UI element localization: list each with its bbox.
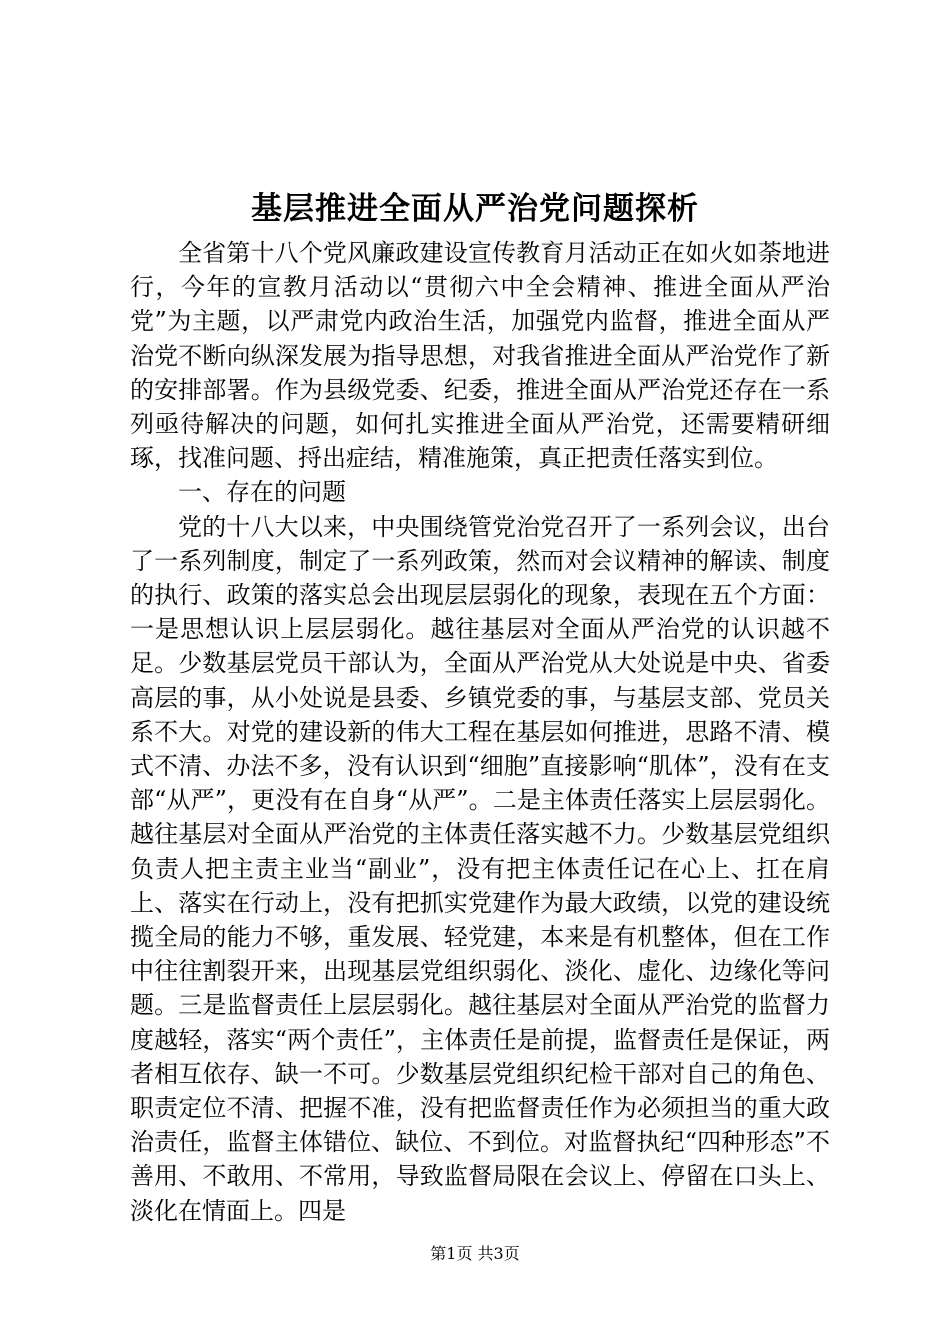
section-heading: 一、存在的问题: [178, 478, 346, 507]
intro-paragraph: 全省第十八个党风廉政建设宣传教育月活动正在如火如荼地进行，今年的宣教月活动以“贯彻六中全会精神、推进全面从严治党”为主题，以严肃党内政治生活，加强党内监督，推进全面从严治党不断向纵深发展为指导思想，对我省推进全面从严治党作了新的安排部署。作为县级党委、纪委，推进全面从严治党还存在一系列亟待解决的问题，如何扎实推进全面从严治党，还需要精研细琢，找准问题、捋出症结，精准施策，真正把责任落实到位。: [130, 239, 830, 473]
document-body: [130, 236, 830, 1228]
document-title: 基层推进全面从严治党问题探析: [251, 191, 699, 227]
problems-paragraph: 党的十八大以来，中央围绕管党治党召开了一系列会议，出台了一系列制度，制定了一系列政策，然而对会议精神的解读、制度的执行、政策的落实总会出现层层弱化的现象，表现在五个方面：一是思想认识上层层弱化。越往基层对全面从严治党的认识越不足。少数基层党员干部认为，全面从严治党从大处说是中央、省委高层的事，从小处说是县委、乡镇党委的事，与基层支部、党员关系不大。对党的建设新的伟大工程在基层如何推进，思路不清、模式不清、办法不多，没有认识到“细胞”直接影响“肌体”，没有在支部“从严”，更没有在自身“从严”。二是主体责任落实上层层弱化。越往基层对全面从严治党的主体责任落实越不力。少数基层党组织负责人把主责主业当“副业”，没有把主体责任记在心上、扛在肩上、落实在行动上，没有把抓实党建作为最大政绩，以党的建设统揽全局的能力不够，重发展、轻党建，本来是有机整体，但在工作中往往割裂开来，出现基层党组织弱化、淡化、虚化、边缘化等问题。三是监督责任上层层弱化。越往基层对全面从严治党的监督力度越轻，落实“两个责任”，主体责任是前提，监督责任是保证，两者相互依存、缺一不可。少数基层党组织纪检干部对自己的角色、职责定位不清、把握不准，没有把监督责任作为必须担当的重大政治责任，监督主体错位、缺位、不到位。对监督执纪“四种形态”不善用、不敢用、不常用，导致监督局限在会议上、停留在口头上、淡化在情面上。四是: [130, 512, 830, 1225]
page-footer: 第1页 共3页: [430, 1244, 520, 1263]
